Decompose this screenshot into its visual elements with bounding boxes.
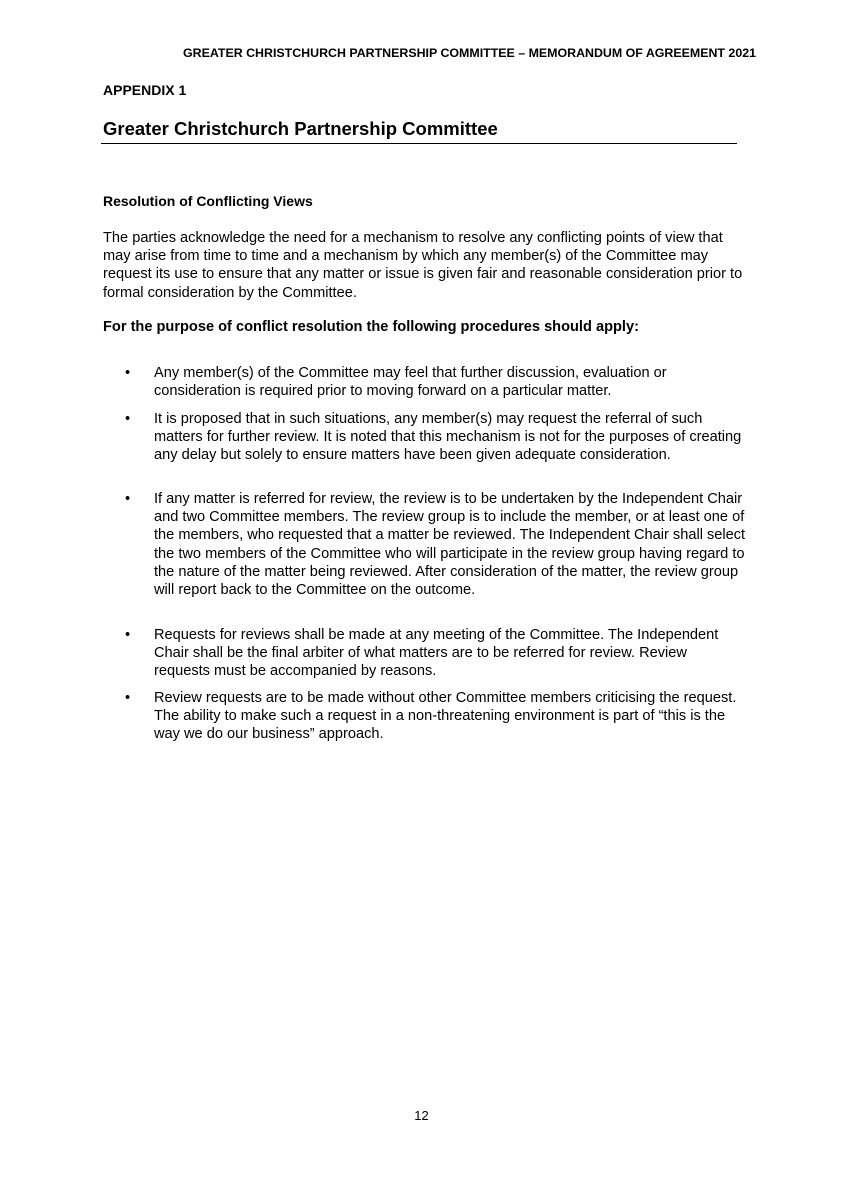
- intro-paragraph: The parties acknowledge the need for a mechanism to resolve any conflicting points of view that may arise from time to time and a mechanism by which any member(s) of the Committee may request its use to ensure that any matter or issue is given fair and reasonable consideration prior to formal consideration by the Committee.: [103, 230, 743, 301]
- section-heading: Resolution of Conflicting Views: [103, 193, 313, 209]
- bullet-dot-icon: •: [125, 627, 131, 643]
- procedures-heading: For the purpose of conflict resolution the following procedures should apply:: [103, 319, 639, 335]
- list-item-text: Any member(s) of the Committee may feel that further discussion, evaluation or consideration is required prior to moving forward on a particular matter.: [154, 365, 667, 400]
- list-item-text: Requests for reviews shall be made at any meeting of the Committee. The Independent Chair shall be the final arbiter of what matters are to be referred for review. Review requests must be accompanied by reasons.: [154, 627, 719, 680]
- page-title: Greater Christchurch Partnership Committee: [103, 118, 498, 139]
- page-number: 12: [414, 1108, 429, 1123]
- running-header: GREATER CHRISTCHURCH PARTNERSHIP COMMITTEE – MEMORANDUM OF AGREEMENT 2021: [183, 46, 756, 60]
- bullet-dot-icon: •: [125, 690, 131, 706]
- list-item-text: If any matter is referred for review, the review is to be undertaken by the Independent Chair and two Committee members. The review group is to include the member, or at least one of the members, who requested that a matter be reviewed. The Independent Chair shall select the two members of the Committee who will participate in the review group having regard to the nature of the matter being reviewed. After consideration of the matter, the review group will report back to the Committee on the outcome.: [154, 491, 746, 599]
- list-item-text: Review requests are to be made without other Committee members criticising the request. The ability to make such a request in a non-threatening environment is part of “this is the way we do our business” approach.: [154, 690, 737, 743]
- bullet-dot-icon: •: [125, 491, 131, 507]
- appendix-label: APPENDIX 1: [103, 82, 187, 98]
- list-item-text: It is proposed that in such situations, any member(s) may request the referral of such matters for further review. It is noted that this mechanism is not for the purposes of creating any delay but solely to ensure matters have been given adequate consideration.: [154, 411, 742, 464]
- bullet-dot-icon: •: [125, 411, 131, 427]
- bullet-dot-icon: •: [125, 365, 131, 381]
